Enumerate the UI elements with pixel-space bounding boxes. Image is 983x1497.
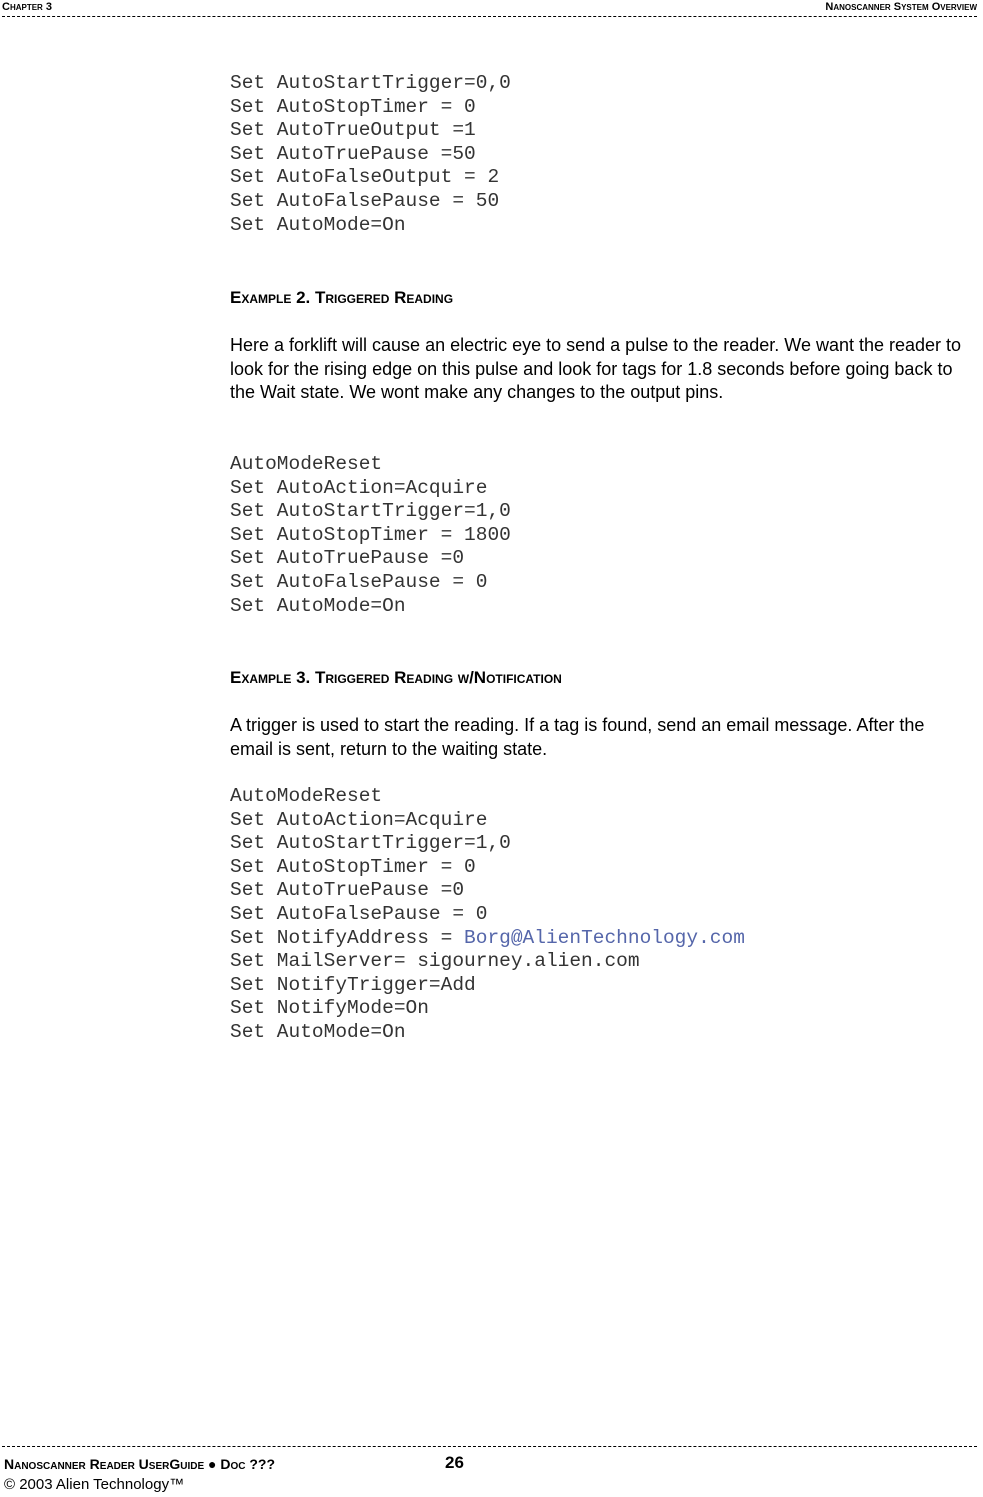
page-number: 26: [445, 1453, 464, 1472]
code-line: Set AutoStartTrigger=0,0: [230, 72, 511, 94]
code-block-autostart: [230, 72, 511, 237]
notify-prefix: Set NotifyAddress =: [230, 926, 465, 949]
code-line: Set AutoAction=Acquire: [230, 476, 488, 499]
code-line: Set AutoStartTrigger=1,0: [230, 832, 511, 855]
code-line: Set AutoMode=On: [230, 594, 406, 617]
footer-copyright: © 2003 Alien Technology™: [4, 1476, 185, 1493]
code-block-example2: [230, 453, 511, 618]
code-line-notify-address: [230, 927, 745, 951]
footer-divider: [2, 1446, 977, 1447]
email-link[interactable]: Borg@AlienTechnology.com: [464, 926, 745, 949]
code-line: Set AutoMode=On: [230, 1020, 406, 1043]
code-line: Set NotifyMode=On: [230, 997, 429, 1020]
example3-paragraph: A trigger is used to start the reading. If a tag is found, send an email message. After the email is sent, return to the waiting state.: [230, 715, 925, 759]
code-line: Set AutoStopTimer = 0: [230, 95, 476, 118]
code-line: Set AutoStartTrigger=1,0: [230, 500, 511, 523]
code-line: Set AutoTruePause =0: [230, 547, 465, 570]
code-line: Set AutoFalseOutput = 2: [230, 166, 500, 189]
code-line: Set AutoTruePause =0: [230, 879, 465, 902]
code-line: AutoModeReset: [230, 453, 383, 475]
footer-doc-title: Nanoscanner Reader UserGuide ● Doc ???: [4, 1456, 276, 1472]
code-line: Set AutoMode=On: [230, 213, 406, 236]
page-header: [2, 0, 977, 17]
code-line: Set AutoStopTimer = 0: [230, 855, 476, 878]
code-line: Set AutoFalsePause = 0: [230, 570, 488, 593]
code-line: Set AutoFalsePause = 0: [230, 902, 488, 925]
example2-heading: Example 2. Triggered Reading: [230, 288, 454, 307]
code-line: Set AutoTrueOutput =1: [230, 119, 476, 142]
example3-heading: Example 3. Triggered Reading w/Notification: [230, 668, 562, 687]
code-line: Set AutoFalsePause = 50: [230, 189, 500, 212]
code-block-example3: [230, 785, 745, 1045]
example2-paragraph: Here a forklift will cause an electric eye to send a pulse to the reader. We want the reader to look for the rising edge on this pulse and look for tags for 1.8 seconds before going back to the Wait state. We wont make any changes to the output pins.: [230, 335, 962, 403]
code-line: Set MailServer= sigourney.alien.com: [230, 950, 640, 973]
code-line: Set AutoStopTimer = 1800: [230, 523, 511, 546]
section-label: Nanoscanner System Overview: [825, 1, 977, 13]
code-line: Set AutoAction=Acquire: [230, 808, 488, 831]
code-line: AutoModeReset: [230, 785, 383, 807]
code-line: Set NotifyTrigger=Add: [230, 973, 476, 996]
code-line: Set AutoTruePause =50: [230, 142, 476, 165]
chapter-label: Chapter 3: [2, 1, 53, 13]
